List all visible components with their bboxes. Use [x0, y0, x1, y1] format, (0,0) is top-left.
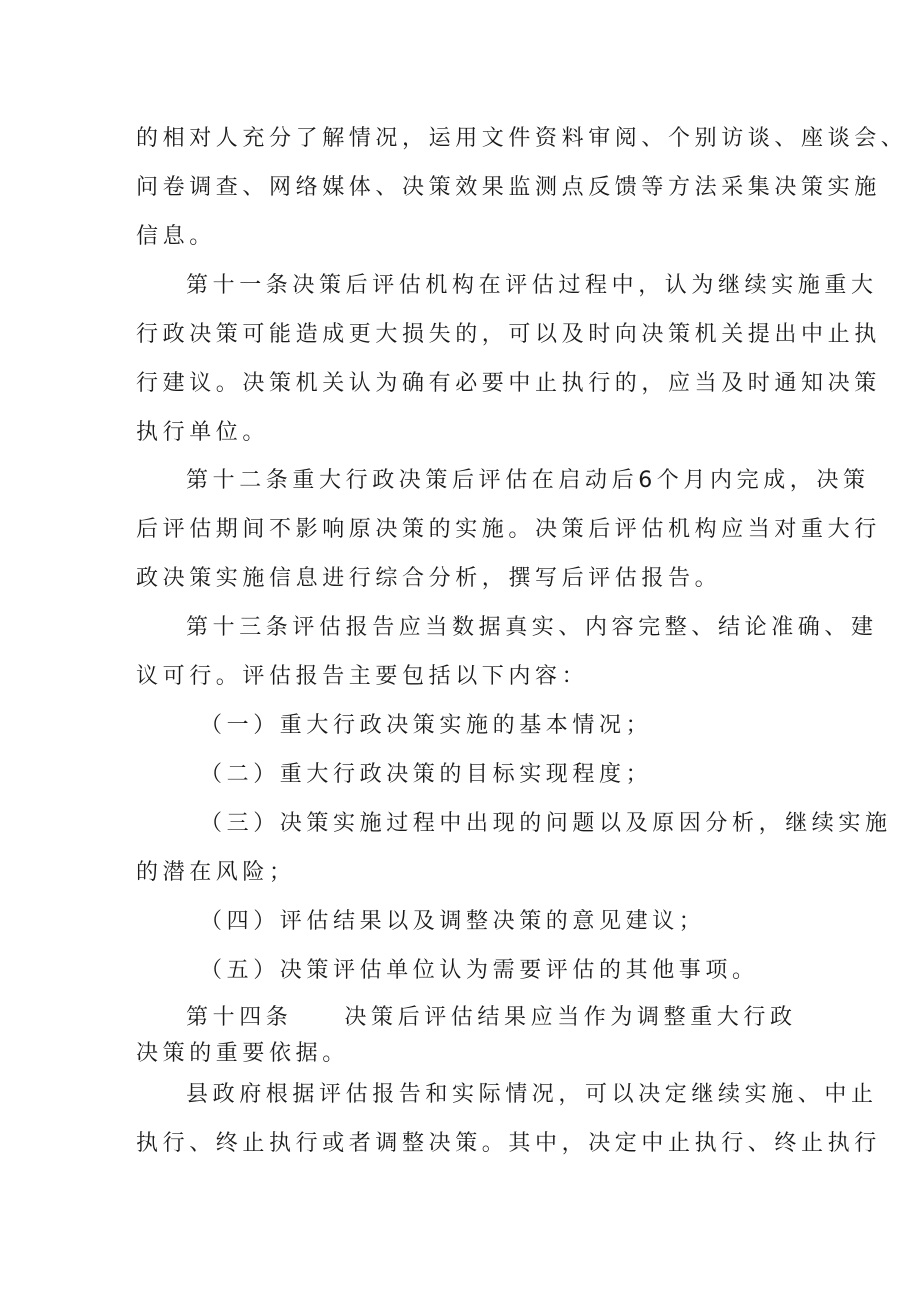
article-14-start: [186, 1003, 797, 1033]
list-item-4: （四）评估结果以及调整决策的意见建议；: [200, 909, 706, 934]
text-line: 行政决策可能造成更大损失的，可以及时向决策机关提出中止执: [136, 322, 881, 347]
article-14-heading: 第十四条: [186, 1005, 293, 1030]
text-line: 议可行。评估报告主要包括以下内容：: [136, 664, 589, 689]
list-item-3: （三）决策实施过程中出现的问题以及原因分析，继续实施: [200, 811, 892, 836]
paragraph-start: 县政府根据评估报告和实际情况，可以决定继续实施、中止: [186, 1082, 878, 1107]
text-line: 行建议。决策机关认为确有必要中止执行的，应当及时通知决策: [136, 371, 881, 396]
text-line: 的相对人充分了解情况，运用文件资料审阅、个别访谈、座谈会、: [136, 126, 908, 151]
text-line: 政决策实施信息进行综合分析，撰写后评估报告。: [136, 566, 722, 591]
text-line: 问卷调查、网络媒体、决策效果监测点反馈等方法采集决策实施: [136, 175, 881, 200]
text-line: 的潜在风险；: [136, 860, 296, 885]
text-line: 执行单位。: [136, 420, 270, 445]
article-12-start: 第十二条重大行政决策后评估在启动后6个月内完成，决策: [186, 468, 870, 493]
list-item-2: （二）重大行政决策的目标实现程度；: [200, 762, 653, 787]
text-line: 后评估期间不影响原决策的实施。决策后评估机构应当对重大行: [136, 517, 881, 542]
article-14-text: 决策后评估结果应当作为调整重大行政: [344, 1005, 797, 1030]
list-item-5: （五）决策评估单位认为需要评估的其他事项。: [200, 958, 759, 983]
text-line: 决策的重要依据。: [136, 1041, 349, 1066]
text-line: 执行、终止执行或者调整决策。其中，决定中止执行、终止执行: [136, 1131, 881, 1156]
text-line: 信息。: [136, 224, 216, 249]
article-13-start: 第十三条评估报告应当数据真实、内容完整、结论准确、建: [186, 615, 878, 640]
article-11-start: 第十一条决策后评估机构在评估过程中，认为继续实施重大: [186, 273, 878, 298]
list-item-1: （一）重大行政决策实施的基本情况；: [200, 713, 653, 738]
